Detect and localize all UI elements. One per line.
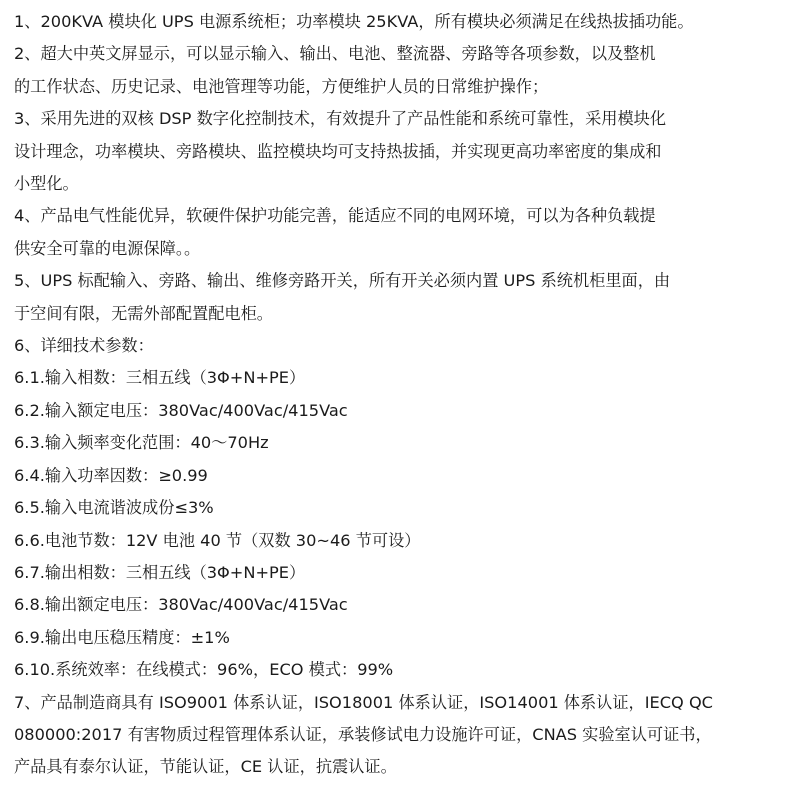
text-line: 6、详细技术参数： (14, 336, 154, 356)
text-line: 2、超大中英文屏显示，可以显示输入、输出、电池、整流器、旁路等各项参数，以及整机 (14, 44, 656, 64)
text-line: 小型化。 (14, 174, 79, 194)
text-line: 的工作状态、历史记录、电池管理等功能，方便维护人员的日常维护操作； (14, 76, 549, 96)
text-line: 设计理念，功率模块、旁路模块、监控模块均可支持热拔插，并实现更高功率密度的集成和 (14, 141, 662, 161)
text-line: 3、采用先进的双核 DSP 数字化控制技术，有效提升了产品性能和系统可靠性，采用模块化 (14, 109, 667, 129)
text-line: 6.7.输出相数：三相五线（3Φ+N+PE） (14, 562, 306, 582)
text-line: 6.5.输入电流谐波成份≤3% (14, 498, 214, 518)
text-line: 6.10.系统效率：在线模式：96%，ECO 模式：99% (14, 660, 394, 680)
text-line: 6.4.输入功率因数：≥0.99 (14, 465, 208, 485)
text-line: 供安全可靠的电源保障。。 (14, 238, 201, 258)
text-line: 7、产品制造商具有 ISO9001 体系认证，ISO18001 体系认证，ISO14001 体系认证，IECQ QC (14, 692, 713, 712)
text-line: 于空间有限，无需外部配置配电柜。 (14, 303, 273, 323)
text-line: 6.1.输入相数：三相五线（3Φ+N+PE） (14, 368, 306, 388)
text-line: 6.6.电池节数：12V 电池 40 节（双数 30~46 节可设） (14, 530, 421, 550)
text-line: 产品具有泰尔认证，节能认证，CE 认证，抗震认证。 (14, 757, 397, 777)
text-line: 6.9.输出电压稳压精度：±1% (14, 627, 230, 647)
text-line: 6.3.输入频率变化范围：40～70Hz (14, 433, 269, 453)
text-line: 1、200KVA 模块化 UPS 电源系统柜；功率模块 25KVA，所有模块必须满足在线热拔插功能。 (14, 12, 694, 31)
text-line: 4、产品电气性能优异，软硬件保护功能完善，能适应不同的电网环境，可以为各种负载提 (14, 206, 656, 226)
text-line: 5、UPS 标配输入、旁路、输出、维修旁路开关，所有开关必须内置 UPS 系统机柜里面，由 (14, 271, 671, 291)
text-line: 080000:2017 有害物质过程管理体系认证，承装修试电力设施许可证，CNAS 实验室认可证书， (14, 724, 712, 744)
text-line: 6.2.输入额定电压：380Vac/400Vac/415Vac (14, 400, 348, 420)
text-line: 6.8.输出额定电压：380Vac/400Vac/415Vac (14, 595, 348, 615)
